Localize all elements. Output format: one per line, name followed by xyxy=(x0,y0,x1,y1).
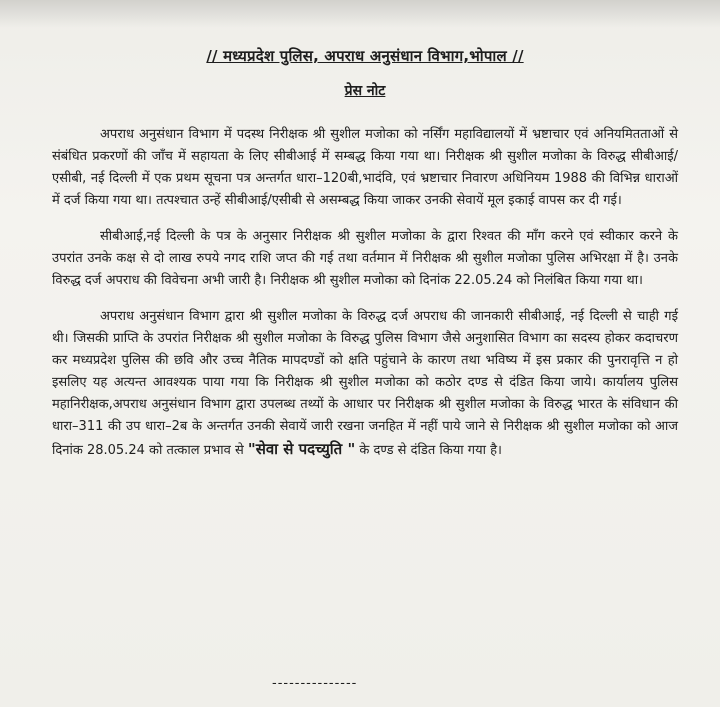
paragraph-2: सीबीआई,नई दिल्ली के पत्र के अनुसार निरीक्षक श्री सुशील मजोका के द्वारा रिश्वत की माँग करने एवं स्वीकार करने के उपरांत उनके कक्ष से दो लाख रुपये नगद राशि जप्त की गई तथा वर्तमान में निरीक्षक श्री सुशील मजोका पुलिस अभिरक्षा में है। उनके विरुद्ध दर्ज अपराध की विवेचना अभी जारी है। निरीक्षक श्री सुशील मजोका को दिनांक 22.05.24 को निलंबित किया गया था। xyxy=(52,229,678,288)
footer-divider: --------------- xyxy=(272,676,358,691)
subtitle-wrap xyxy=(52,80,678,100)
paragraph-3-end: के दण्ड से दंडित किया गया है। xyxy=(355,443,502,458)
page-subtitle: प्रेस नोट xyxy=(344,83,386,99)
paragraph-3 xyxy=(52,306,678,462)
page-title: // मध्यप्रदेश पुलिस, अपराध अनुसंधान विभाग,भोपाल // xyxy=(206,47,524,65)
paragraph-1: अपराध अनुसंधान विभाग में पदस्थ निरीक्षक श्री सुशील मजोका को नर्सिंग महाविद्यालयों में भ्रष्टाचार एवं अनियमितताओं से संबंधित प्रकरणों की जाँच में सहायता के लिए सीबीआई में सम्बद्ध किया गया था। निरीक्षक श्री सुशील मजोका के विरुद्ध सीबीआई/एसीबी, नई दिल्ली में एक प्रथम सूचना पत्र अन्तर्गत धारा–120बी,भादंवि, एवं भ्रष्टाचार निवारण अधिनियम 1988 की विभिन्न धाराओं में दर्ज किया गया था। तत्पश्चात उन्हें सीबीआई/एसीबी से असम्बद्ध किया जाकर उनकी सेवायें मूल इकाई वापस कर दी गई। xyxy=(52,127,678,208)
paragraph-3-main: अपराध अनुसंधान विभाग द्वारा श्री सुशील मजोका के विरुद्ध दर्ज अपराध की जानकारी सीबीआई, नई दिल्ली से चाही गई थी। जिसकी प्राप्ति के उपरांत निरीक्षक श्री सुशील मजोका के विरुद्ध पुलिस विभाग जैसे अनुशासित विभाग का सदस्य होकर कदाचरण कर मध्यप्रदेश पुलिस की छवि और उच्च नैतिक मापदण्डों को क्षति पहुंचाने के कारण तथा भविष्य में इस प्रकार की पुनरावृत्ति न हो इसलिए यह अत्यन्त आवश्यक पाया गया कि निरीक्षक श्री सुशील मजोका को कठोर दण्ड से दंडित किया जाये। कार्यालय पुलिस महानिरीक्षक,अपराध अनुसंधान विभाग द्वारा उपलब्ध तथ्यों के आधार पर निरीक्षक श्री सुशील मजोका के विरुद्ध भारत के संविधान की धारा–311 की उप धारा–2ब के अन्तर्गत उनकी सेवायें जारी रखना जनहित में नहीं पाये जाने से निरीक्षक श्री सुशील मजोका को आज दिनांक 28.05.24 को तत्काल प्रभाव से xyxy=(52,309,678,458)
dismissal-phrase: "सेवा से पदच्युति " xyxy=(247,440,356,458)
header xyxy=(52,46,678,66)
top-shadow xyxy=(0,0,720,28)
